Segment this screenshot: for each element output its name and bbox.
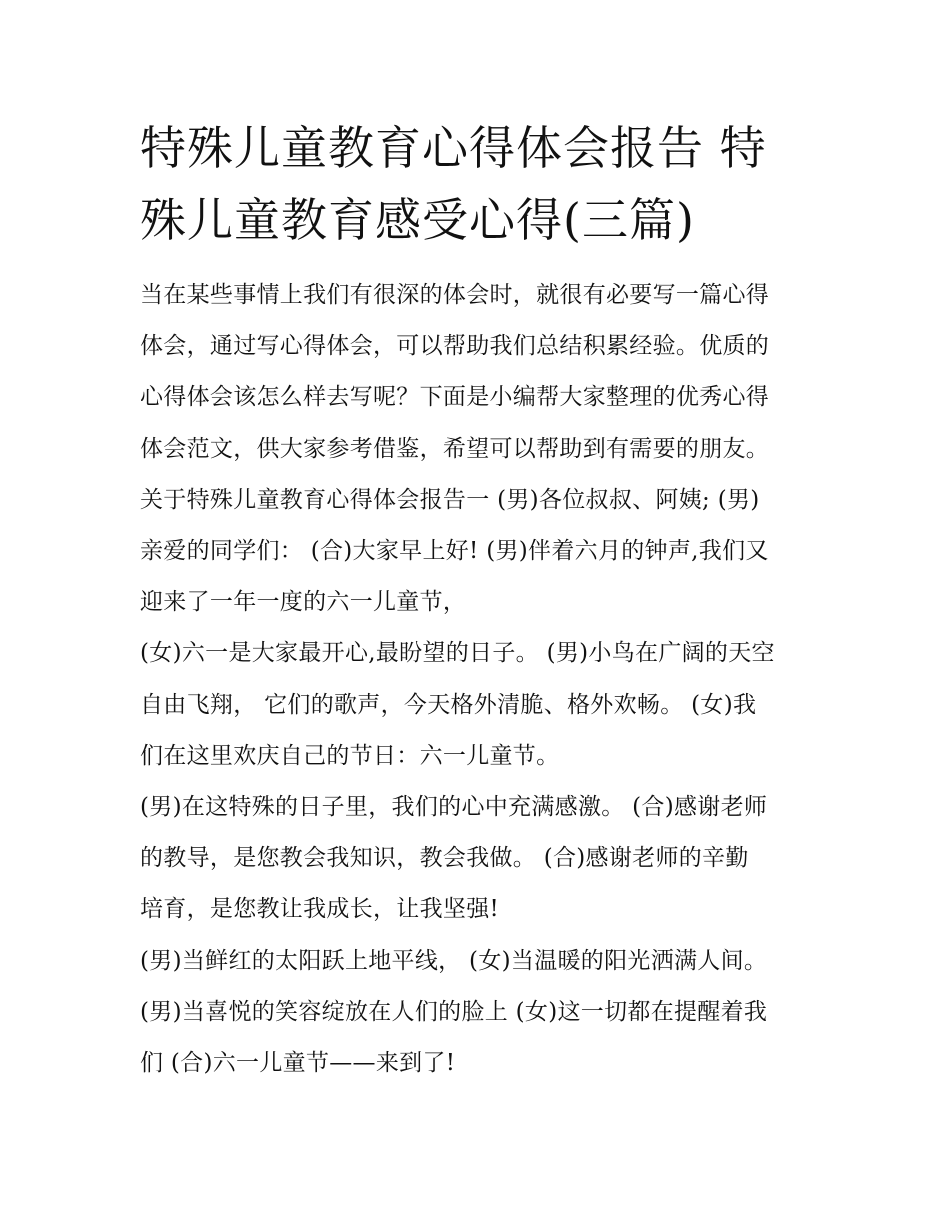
title-line-1: 特殊儿童教育心得体会报告 特 bbox=[140, 121, 767, 175]
body-line: 迎来了一年一度的六一儿童节， bbox=[140, 589, 467, 616]
body-line: 当在某些事情上我们有很深的体会时，就很有必要写一篇心得 bbox=[140, 282, 770, 308]
body-line: (男)当鲜红的太阳跃上地平线， (女)当温暖的阳光洒满人间。 bbox=[140, 947, 768, 974]
body-line: (男)在这特殊的日子里，我们的心中充满感激。 (合)感谢老师 bbox=[140, 794, 768, 821]
body-line: 体会，通过写心得体会，可以帮助我们总结积累经验。优质的 bbox=[140, 333, 770, 360]
body-line: (女)六一是大家最开心,最盼望的日子。 (男)小鸟在广阔的天空 bbox=[140, 640, 775, 667]
body-line: 的教导，是您教会我知识，教会我做。 (合)感谢老师的辛勤 bbox=[140, 845, 749, 872]
body-line: 培育，是您教让我成长，让我坚强! bbox=[140, 896, 500, 923]
document-body bbox=[140, 270, 830, 1089]
body-line: 们在这里欢庆自己的节日：六一儿童节。 bbox=[140, 742, 560, 769]
body-line: 关于特殊儿童教育心得体会报告一 (男)各位叔叔、阿姨; (男) bbox=[140, 486, 760, 513]
body-line: 心得体会该怎么样去写呢？下面是小编帮大家整理的优秀心得 bbox=[140, 384, 770, 411]
title-line-2: 殊儿童教育感受心得(三篇) bbox=[140, 193, 695, 247]
body-line: (男)当喜悦的笑容绽放在人们的脸上 (女)这一切都在提醒着我 bbox=[140, 998, 768, 1025]
body-line: 自由飞翔， 它们的歌声，今天格外清脆、格外欢畅。 (女)我 bbox=[140, 691, 757, 718]
body-line: 体会范文，供大家参考借鉴，希望可以帮助到有需要的朋友。 bbox=[140, 435, 770, 462]
body-line: 们 (合)六一儿童节——来到了! bbox=[140, 1050, 456, 1077]
body-line: 亲爱的同学们： (合)大家早上好! (男)伴着六月的钟声,我们又 bbox=[140, 538, 769, 565]
document-title bbox=[140, 112, 830, 256]
document-content bbox=[140, 112, 830, 1089]
